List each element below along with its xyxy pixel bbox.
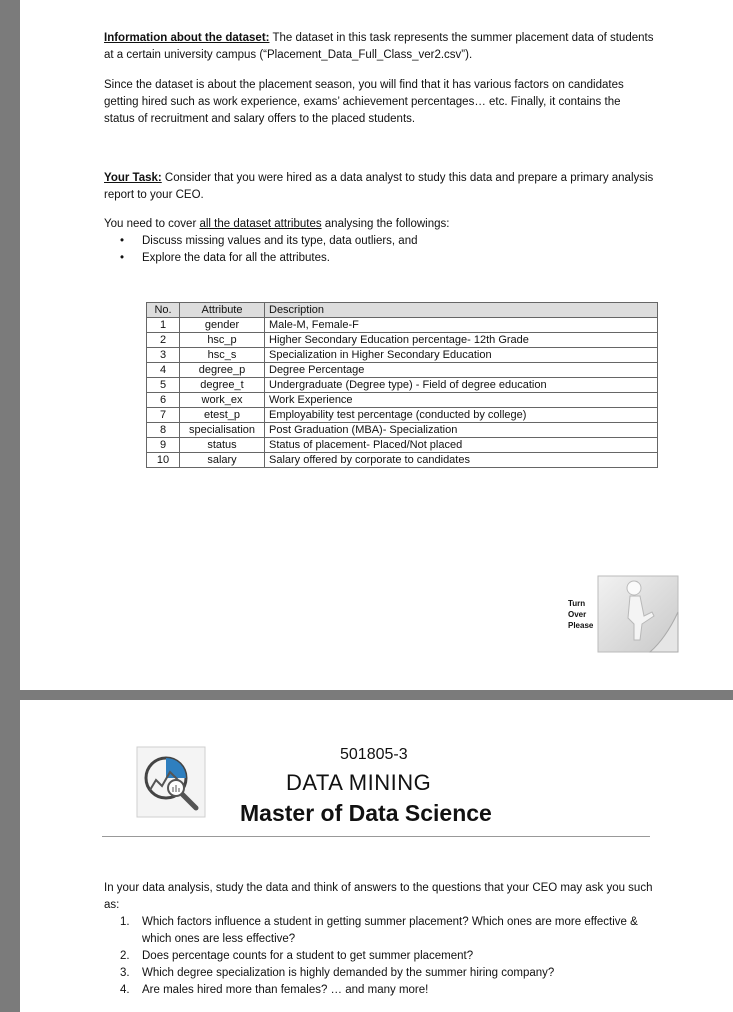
header-attribute: Attribute: [180, 303, 265, 318]
task-heading: Your Task:: [104, 172, 162, 184]
over-word: Over: [568, 610, 587, 619]
question-text: Which factors influence a student in getting summer placement? Which ones are more effective & which ones are less effective?: [142, 916, 638, 945]
task-text: Consider that you were hired as a data analyst to study this data and prepare a primary analysis report to your CEO.: [104, 172, 654, 201]
degree-title: Master of Data Science: [240, 800, 492, 826]
document-page-1: [20, 0, 733, 690]
row-no: 7: [147, 408, 180, 423]
table-row: [147, 423, 658, 438]
row-description: Work Experience: [265, 393, 658, 408]
row-no: 9: [147, 438, 180, 453]
row-attribute: hsc_s: [180, 348, 265, 363]
bullet-item: • Discuss missing values and its type, data outliers, and: [120, 233, 418, 250]
row-no: 4: [147, 363, 180, 378]
divider: [102, 836, 650, 837]
turn-word: Turn: [568, 599, 586, 608]
cover-prefix: You need to cover: [104, 218, 200, 230]
row-description: Male-M, Female-F: [265, 318, 658, 333]
row-attribute: gender: [180, 318, 265, 333]
question-text: Does percentage counts for a student to get summer placement?: [142, 950, 474, 962]
cover-underlined: all the dataset attributes: [199, 218, 322, 230]
row-no: 1: [147, 318, 180, 333]
row-no: 6: [147, 393, 180, 408]
cover-suffix: analysing the followings:: [321, 218, 450, 230]
row-attribute: work_ex: [180, 393, 265, 408]
row-no: 3: [147, 348, 180, 363]
table-row: [147, 318, 658, 333]
bullet-item: • Explore the data for all the attributes.: [120, 250, 418, 267]
info-text: The dataset in this task represents the summer placement data of students at a certain university campus (“Placement_Data_Full_Class_ver2.csv”).: [104, 32, 654, 61]
table-row: [147, 438, 658, 453]
question-text: Are males hired more than females? … and many more!: [142, 984, 429, 996]
row-description: Status of placement- Placed/Not placed: [265, 438, 658, 453]
row-no: 8: [147, 423, 180, 438]
row-no: 10: [147, 453, 180, 468]
dataset-info-paragraph-2: Since the dataset is about the placement season, you will find that it has various factors on candidates getting hired such as work experience, exams’ achievement percentages… etc. Finally, it contains the status of recruitment and salary offers to the placed students.: [104, 79, 624, 125]
task-bullet-list: [120, 233, 418, 267]
please-word: Please: [568, 621, 594, 630]
list-item: 2. Does percentage counts for a student to get summer placement?: [120, 950, 474, 962]
header-no: No.: [147, 303, 180, 318]
page-turn-figure-icon: [594, 572, 684, 654]
row-attribute: hsc_p: [180, 333, 265, 348]
row-attribute: salary: [180, 453, 265, 468]
header-description: Description: [265, 303, 658, 318]
row-attribute: etest_p: [180, 408, 265, 423]
row-description: Specialization in Higher Secondary Education: [265, 348, 658, 363]
table-row: [147, 453, 658, 468]
table-row: [147, 333, 658, 348]
row-attribute: degree_t: [180, 378, 265, 393]
row-description: Higher Secondary Education percentage- 12th Grade: [265, 333, 658, 348]
table-row: [147, 348, 658, 363]
row-description: Undergraduate (Degree type) - Field of degree education: [265, 378, 658, 393]
row-no: 5: [147, 378, 180, 393]
row-attribute: degree_p: [180, 363, 265, 378]
document-page-2: [20, 700, 733, 1012]
question-text: Which degree specialization is highly demanded by the summer hiring company?: [142, 967, 555, 979]
list-item: 1. Which factors influence a student in getting summer placement? Which ones are more effective & which ones are less effective?: [120, 916, 638, 945]
row-no: 2: [147, 333, 180, 348]
cover-line: [104, 216, 654, 233]
row-attribute: status: [180, 438, 265, 453]
turn-over-label: [568, 598, 593, 631]
course-code: 501805-3: [340, 746, 408, 763]
row-description: Post Graduation (MBA)- Specialization: [265, 423, 658, 438]
list-item: 4. Are males hired more than females? … and many more!: [120, 984, 429, 996]
list-item: 3. Which degree specialization is highly demanded by the summer hiring company?: [120, 967, 555, 979]
dataset-info-paragraph: [104, 30, 654, 64]
table-row: [147, 408, 658, 423]
row-description: Employability test percentage (conducted by college): [265, 408, 658, 423]
row-description: Salary offered by corporate to candidates: [265, 453, 658, 468]
row-attribute: specialisation: [180, 423, 265, 438]
course-name: DATA MINING: [286, 770, 432, 795]
table-row: [147, 393, 658, 408]
table-row: [147, 363, 658, 378]
table-row: [147, 378, 658, 393]
questions-intro: In your data analysis, study the data and think of answers to the questions that your CEO may ask you such as:: [104, 882, 653, 911]
row-description: Degree Percentage: [265, 363, 658, 378]
attribute-table: [146, 302, 658, 468]
task-paragraph: [104, 170, 654, 204]
data-mining-logo-icon: [136, 746, 206, 818]
info-heading: Information about the dataset:: [104, 32, 270, 44]
questions-list: [120, 914, 660, 999]
